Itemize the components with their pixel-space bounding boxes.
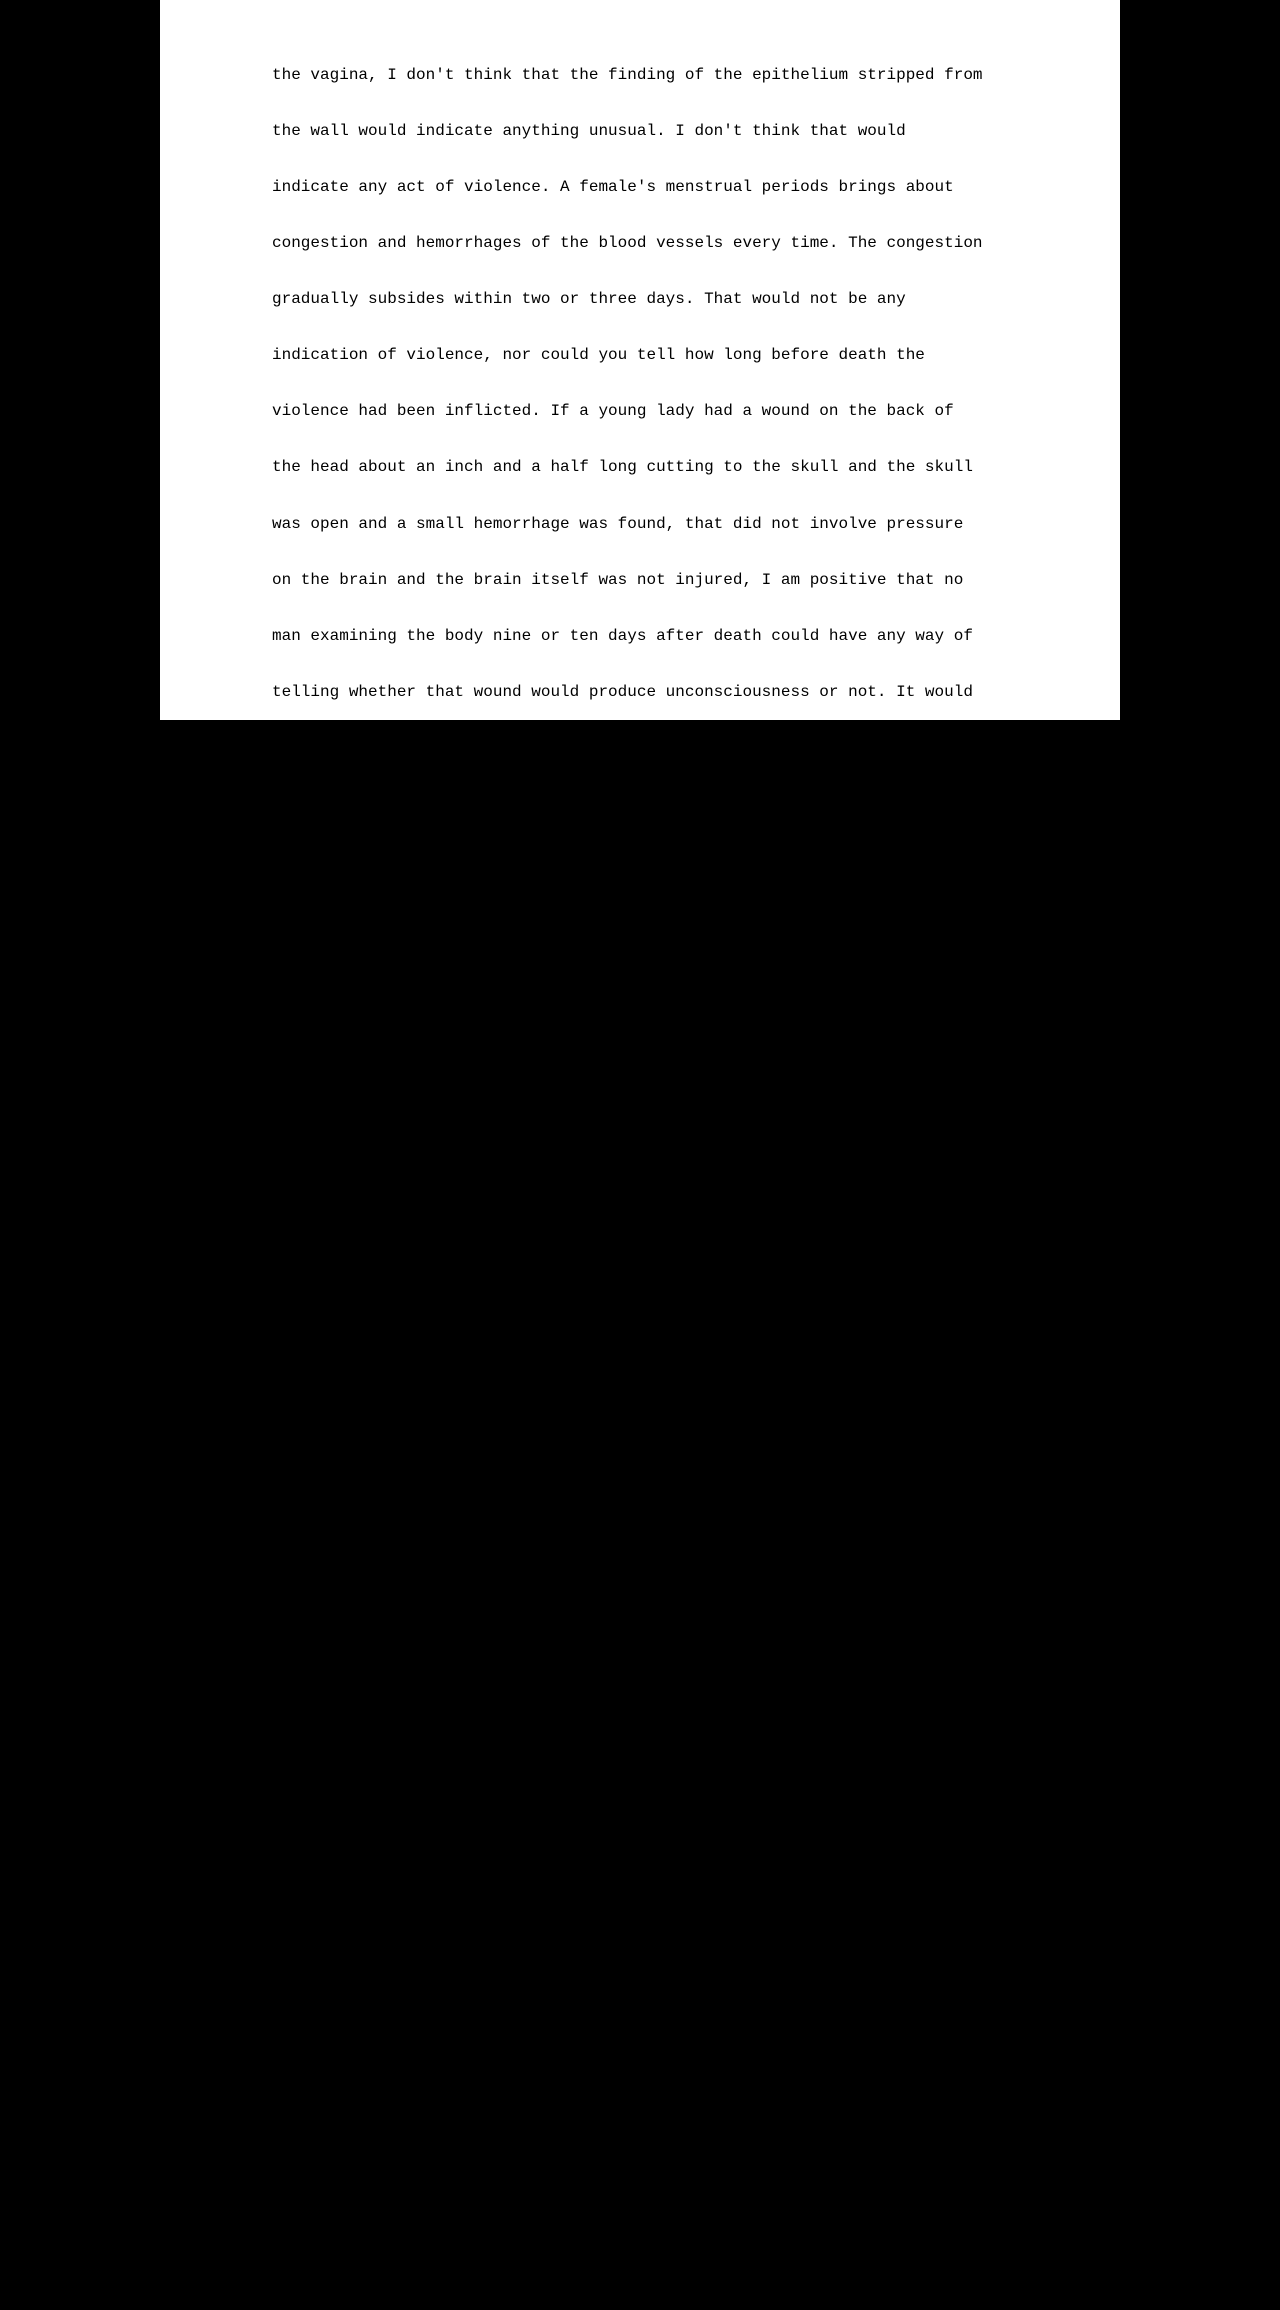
text-line: the vagina, I don't think that the finding of the epithelium stripped from — [272, 65, 983, 84]
text-line: normal, I would not have an opinion as to how long that cabbage was in the — [272, 1767, 983, 1786]
text-line: nothing in the stomach, and thereafter the hydrochloric acid descends. I — [272, 2160, 964, 2178]
text-line: appears early during digestion and in small quantity, and goes up. The — [272, 1935, 945, 1954]
text-line: sometimes fractured without unconsciousness. Each stomach is a law to — [272, 795, 935, 814]
text-line: for six feet absolutely empty, the sides and glands of the stomach all — [272, 1711, 945, 1730]
text-line: piece of cabbage or bread gets into the stomach the hydrochloric acid — [272, 2047, 935, 2066]
text-line: on the brain and the brain itself was not injured, I am positive that no — [272, 570, 964, 589]
paragraph-1 — [272, 28, 1112, 1131]
text-line: indication of violence, nor could you tell how long before death the — [272, 346, 925, 365]
text-line: the wall would indicate anything unusual. I don't think that would — [272, 121, 906, 140]
text-line: telling whether that wound would produce unconsciousness or not. It would — [272, 682, 973, 701]
paragraph-gap — [272, 1281, 1112, 1300]
paragraph-2 — [272, 1337, 1112, 2272]
text-line: the liquids of the stomach or by the condition of the cabbage lodged in — [272, 1019, 954, 1038]
text-line: not a stomach specialist. If you find starch granules in the stomach — [272, 1542, 925, 1561]
paragraph-gap — [272, 1169, 1112, 1188]
text-line: the head about an inch and a half long cutting to the skull and the skull — [272, 458, 973, 477]
text-line: main things in the stomach are pepsin and hydrochloric acid. As soon as a — [272, 1991, 973, 2010]
section-heading: CROSS EXAMINATION. — [272, 1225, 445, 1244]
text-line: man examining the body nine or ten days after death could have any way of — [272, 626, 973, 645]
text-line: I am not a specialist of the stomach, but I am and have been teaching — [272, 1374, 935, 1393]
text-line: the stomach as to how long it had been in the stomach. — [272, 1075, 791, 1094]
text-line: indicate any act of violence. A female's menstrual periods brings about — [272, 178, 954, 196]
text-line: be a pure conjecture if he said anything on that subject. Skulls are — [272, 738, 925, 757]
text-line: have made no effort whatever to find out how rapidly hydrochloric acid — [272, 2216, 945, 2235]
text-line: itself. It is a known fact that some stomachs will digest different — [272, 851, 916, 870]
text-line: acid in the stomach and no dextrose and no maltose, the small intestines — [272, 1655, 964, 1674]
text-line: begins to attack it and works until it has a clear field and leaves — [272, 2103, 916, 2122]
document-page — [160, 0, 1120, 2235]
text-line: violence had been inflicted. If a young lady had a wound on the back of — [272, 402, 954, 421]
text-line: stomach for the reason that each case will order itself. Yes, there are — [272, 1823, 954, 1842]
text-line: undigested and cabbage undigested and thirty-two degrees of hydrochloric — [272, 1599, 964, 1618]
text-line: Dr. Westmoreland is a surgeon, not a stomach specialist. Dr. Hancock is — [272, 1486, 954, 1505]
text-line: congestion and hemorrhages of the blood vessels every time. The congestion — [272, 234, 983, 253]
text-line: gradually subsides within two or three days. That would not be any — [272, 290, 906, 309]
text-line: was open and a small hemorrhage was found, that did not involve pressure — [272, 514, 964, 533]
text-line: the world who could form any definite idea by either chemical analysis of — [272, 963, 973, 982]
text-line: diseases of the stomach and all these cases come under my jurisdiction. — [272, 1430, 954, 1449]
document-text — [272, 0, 1112, 2310]
text-line: substances quicker than others. I don't think that there is an expert in — [272, 907, 964, 926]
text-line: certain general principles dealing with these matters. Hydrochloric acid — [272, 1879, 964, 1898]
